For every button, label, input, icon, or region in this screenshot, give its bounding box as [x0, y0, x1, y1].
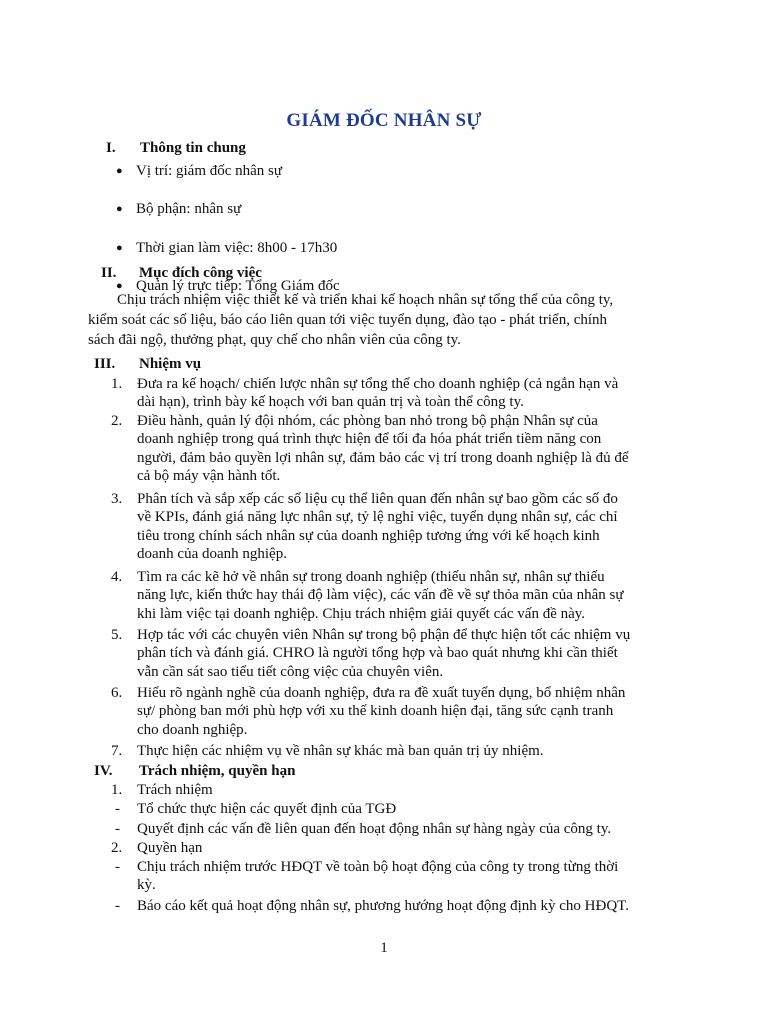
section-4-title: Trách nhiệm, quyền hạn — [139, 763, 296, 779]
list-item: ● Vị trí: giám đốc nhân sự — [116, 163, 283, 179]
section-2-number: II. — [101, 265, 117, 281]
section-2-title: Mục đích công việc — [139, 265, 262, 281]
list-item: ● Thời gian làm việc: 8h00 - 17h30 — [116, 239, 338, 256]
section-1-number: I. — [106, 140, 116, 156]
bullet-icon: ● — [116, 203, 123, 216]
document-page: GIÁM ĐỐC NHÂN SỰ I. Thông tin chung ● Vị trí: giám đốc nhân sự ● Bộ phận: nhân sự ● Thời gian làm việc: 8h00 - 17h30 ● Quản lý trực tiếp: Tổng Giám đốc II. Mục đích công việc Chịu trách nhiệm việc thiết kế và triển khai kế hoạch nhân sự tổng thể của công ty, kiểm soát các số liệu, báo cáo liên quan tới việc tuyển dụng, đào tạo - phát triển, chính sách đãi ngộ, thưởng phạt, quy chế cho nhân viên của công ty. III. Nhiệm vụ 1. Đưa ra kế hoạch/ chiến lược nhân sự tổng thể cho doanh nghiệp (cả ngắn hạn và dài hạn), trình bày kế hoạch với ban quản trị và toàn thể công ty. 2. Điều hành, quản lý đội nhóm, các phòng ban nhỏ trong bộ phận Nhân sự của doanh nghiệp trong quá trình thực hiện để tối đa hóa phát triển tiềm năng con người, đảm bảo quyền lợi nhân sự, đảm bảo các vị trí trong doanh nghiệp là đủ để cả bộ máy vận hành tốt. 3. Phân tích và sắp xếp các số liệu cụ thể liên quan đến nhân sự bao gồm các số đo về KPIs, đánh giá năng lực nhân sự, tỷ lệ nghỉ việc, tuyển dụng nhân sự, các chỉ tiêu trong chính sách nhân sự của doanh nghiệp tương ứng với kế hoạch kinh doanh của doanh nghiệp. 4. Tìm ra các kẽ hở về nhân sự trong doanh nghiệp (thiếu nhân sự, nhân sự thiếu năng lực, kiến thức hay thái độ làm việc), các vấn đề về sự thỏa mãn của nhân sự khi làm việc tại doanh nghiệp. Chịu trách nhiệm giải quyết các vấn đề này. 5. Hợp tác với các chuyên viên Nhân sự trong bộ phận để thực hiện tốt các nhiệm vụ phân tích và đánh giá. CHRO là người tổng hợp và bao quát nhưng khi cần thiết vẫn cần sát sao tiểu tiết công việc của chuyên viên. 6. Hiểu rõ ngành nghề của doanh nghiệp, đưa ra đề xuất tuyển dụng, bổ nhiệm nhân sự/ phòng ban mới phù hợp với xu thế kinh doanh hiện đại, tăng sức cạnh tranh cho doanh nghiệp. 7. Thực hiện các nhiệm vụ về nhân sự khác mà ban quản trị ủy nhiệm. IV. Trách nhiệm, quyền hạn 1. Trách nhiệm - Tổ chức thực hiện các quyết định của TGĐ - Quyết định các vấn đề liên quan đến hoạt động nhân sự hàng ngày của công ty. 2. Quyền hạn - Chịu trách nhiệm trước HĐQT về toàn bộ hoạt động của công ty trong từng thời kỳ. - Báo cáo kết quả hoạt động nhân sự, phương hướng hoạt động định kỳ cho HĐQT. 1 — [0, 0, 768, 1024]
document-title: GIÁM ĐỐC NHÂN SỰ — [286, 110, 482, 131]
section-3-number: III. — [94, 356, 116, 372]
page-number: 1 — [380, 940, 388, 956]
section-3-title: Nhiệm vụ — [139, 356, 202, 372]
list-item: ● Quản lý trực tiếp: Tổng Giám đốc — [116, 278, 340, 295]
bullet-icon: ● — [116, 241, 123, 254]
section-4-number: IV. — [94, 763, 113, 779]
purpose-paragraph: Chịu trách nhiệm việc thiết kế và triển khai kế hoạch nhân sự tổng thể của công ty, kiểm soát các số liệu, báo cáo liên quan tới việc tuyển dụng, đào tạo - phát triển, chính sách đãi ngộ, thưởng phạt, quy chế cho nhân viên của công ty. — [88, 292, 614, 348]
bullet-icon: ● — [116, 280, 123, 293]
bullet-icon: ● — [116, 165, 123, 177]
list-item: ● Bộ phận: nhân sự — [116, 201, 242, 218]
section-1-title: Thông tin chung — [140, 140, 246, 156]
